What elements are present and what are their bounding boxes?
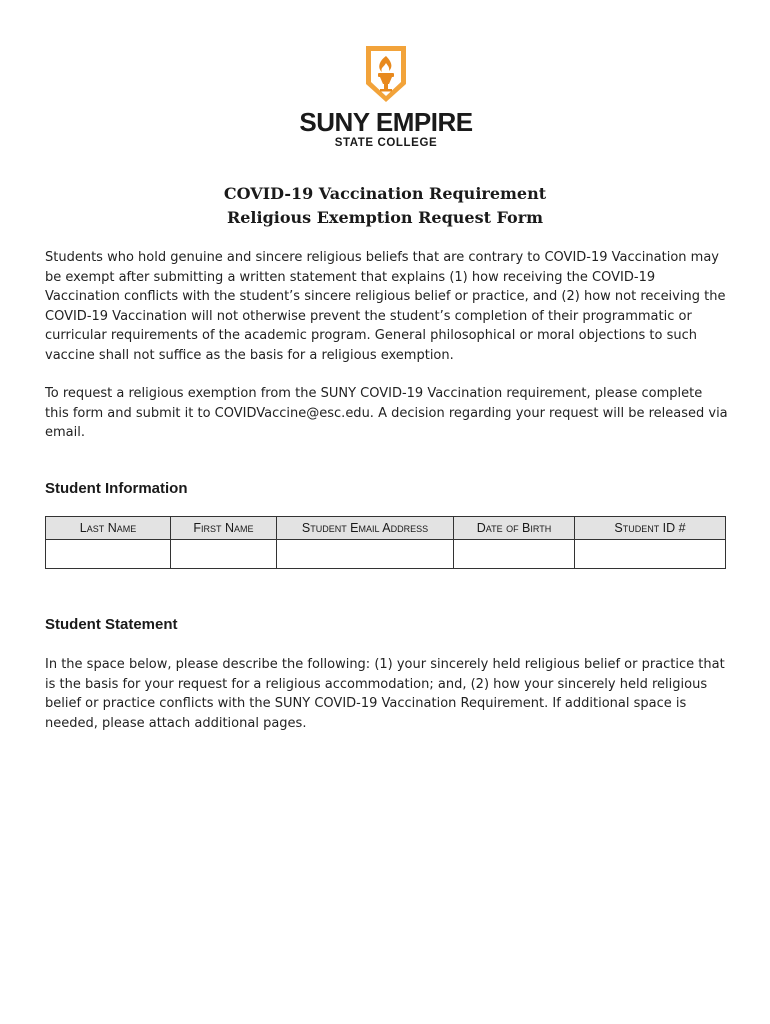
statement-instructions: In the space below, please describe the following: (1) your sincerely held religious belief or practice that is the basis for your request for a religious accommodation; and, (2) how your sincerely held religious belief or practice conflicts with the SUNY COVID-19 Vaccination Requirement. If additional space is needed, please attach additional pages. — [45, 657, 725, 731]
table-header-row — [46, 517, 726, 540]
email-cell — [277, 540, 454, 569]
intro-paragraph: Students who hold genuine and sincere religious beliefs that are contrary to COVID-19 Vaccination may be exempt after submitting a written statement that explains (1) how receiving the COVID-19 Vaccination conflicts with the student’s sincere religious belief or practice, and (2) how not receiving the COVID-19 Vaccination will not otherwise prevent the student’s completion of their programmatic or curricular requirements of the academic program. General philosophical or moral objections to such vaccine shall not suffice as the basis for a religious exemption. — [45, 250, 726, 363]
form-title — [0, 182, 770, 230]
torch-shield-icon — [362, 44, 410, 104]
column-header-student-id: Student ID # — [575, 517, 726, 540]
table-row — [46, 540, 726, 569]
column-header-first-name: First Name — [171, 517, 277, 540]
first-name-cell — [171, 540, 277, 569]
college-logo — [296, 44, 476, 150]
logo-name: SUNY EMPIRE — [299, 107, 473, 137]
column-header-date-of-birth: Date of Birth — [454, 517, 575, 540]
column-header-email: Student Email Address — [277, 517, 454, 540]
title-line-1: COVID-19 Vaccination Requirement — [223, 184, 547, 203]
request-paragraph: To request a religious exemption from the SUNY COVID-19 Vaccination requirement, please complete this form and submit it to COVIDVaccine@esc.edu. A decision regarding your request will be released via email. — [45, 386, 728, 440]
title-line-2: Religious Exemption Request Form — [226, 208, 544, 227]
logo-subname: STATE COLLEGE — [334, 137, 438, 149]
student-information-heading: Student Information — [45, 480, 188, 497]
date-of-birth-cell — [454, 540, 575, 569]
last-name-cell — [46, 540, 171, 569]
date-of-birth-field[interactable] — [454, 540, 574, 568]
last-name-field[interactable] — [46, 540, 170, 568]
student-id-cell — [575, 540, 726, 569]
student-id-field[interactable] — [575, 540, 725, 568]
student-information-table — [45, 516, 726, 569]
first-name-field[interactable] — [171, 540, 276, 568]
email-field[interactable] — [277, 540, 453, 568]
student-statement-heading: Student Statement — [45, 616, 178, 633]
column-header-last-name: Last Name — [46, 517, 171, 540]
